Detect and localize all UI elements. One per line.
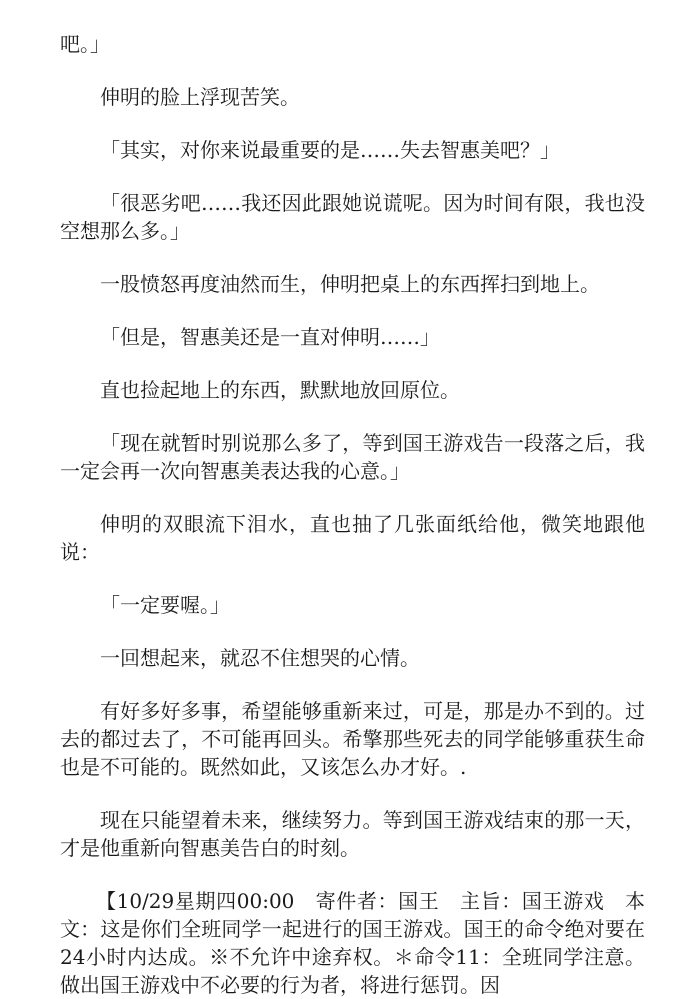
paragraph-12: 有好多好多事，希望能够重新来过，可是，那是办不到的。过去的都过去了，不可能再回头。希擎那些死去的同学能够重获生命也是不可能的。既然如此，又该怎么办才好。. <box>60 699 645 779</box>
paragraph-10: 「一定要喔。」 <box>100 593 230 617</box>
paragraph-1: 吧。」 <box>60 32 110 56</box>
paragraph-4: 「很恶劣吧……我还因此跟她说谎呢。因为时间有限，我也没空想那么多。」 <box>60 191 645 243</box>
paragraph-13: 现在只能望着未来，继续努力。等到国王游戏结束的那一天，才是他重新向智惠美告白的时刻。 <box>60 808 645 860</box>
paragraph-6: 「但是，智惠美还是一直对伸明……」 <box>100 325 440 349</box>
paragraph-11: 一回想起来，就忍不住想哭的心情。 <box>100 646 420 670</box>
paragraph-8: 「现在就暂时别说那么多了，等到国王游戏告一段落之后，我一定会再一次向智惠美表达我的心意。」 <box>60 431 645 483</box>
paragraph-2: 伸明的脸上浮现苦笑。 <box>100 85 300 109</box>
document-page <box>60 30 645 999</box>
paragraph-5: 一股愤怒再度油然而生，伸明把桌上的东西挥扫到地上。 <box>100 272 600 296</box>
paragraph-7: 直也捡起地上的东西，默默地放回原位。 <box>100 378 460 402</box>
paragraph-14-mail: 【10/29星期四00:00 寄件者：国王 主旨：国王游戏 本文：这是你们全班同学一起进行的国王游戏。国王的命令绝对要在24小时内达成。※不允许中途弃权。＊命令11：全班同学注意。做出国王游戏中不必要的行为者，将进行惩罚。因 <box>60 889 645 997</box>
paragraph-9: 伸明的双眼流下泪水，直也抽了几张面纸给他，微笑地跟他说： <box>60 512 645 564</box>
paragraph-3: 「其实，对你来说最重要的是……失去智惠美吧？」 <box>100 138 560 162</box>
